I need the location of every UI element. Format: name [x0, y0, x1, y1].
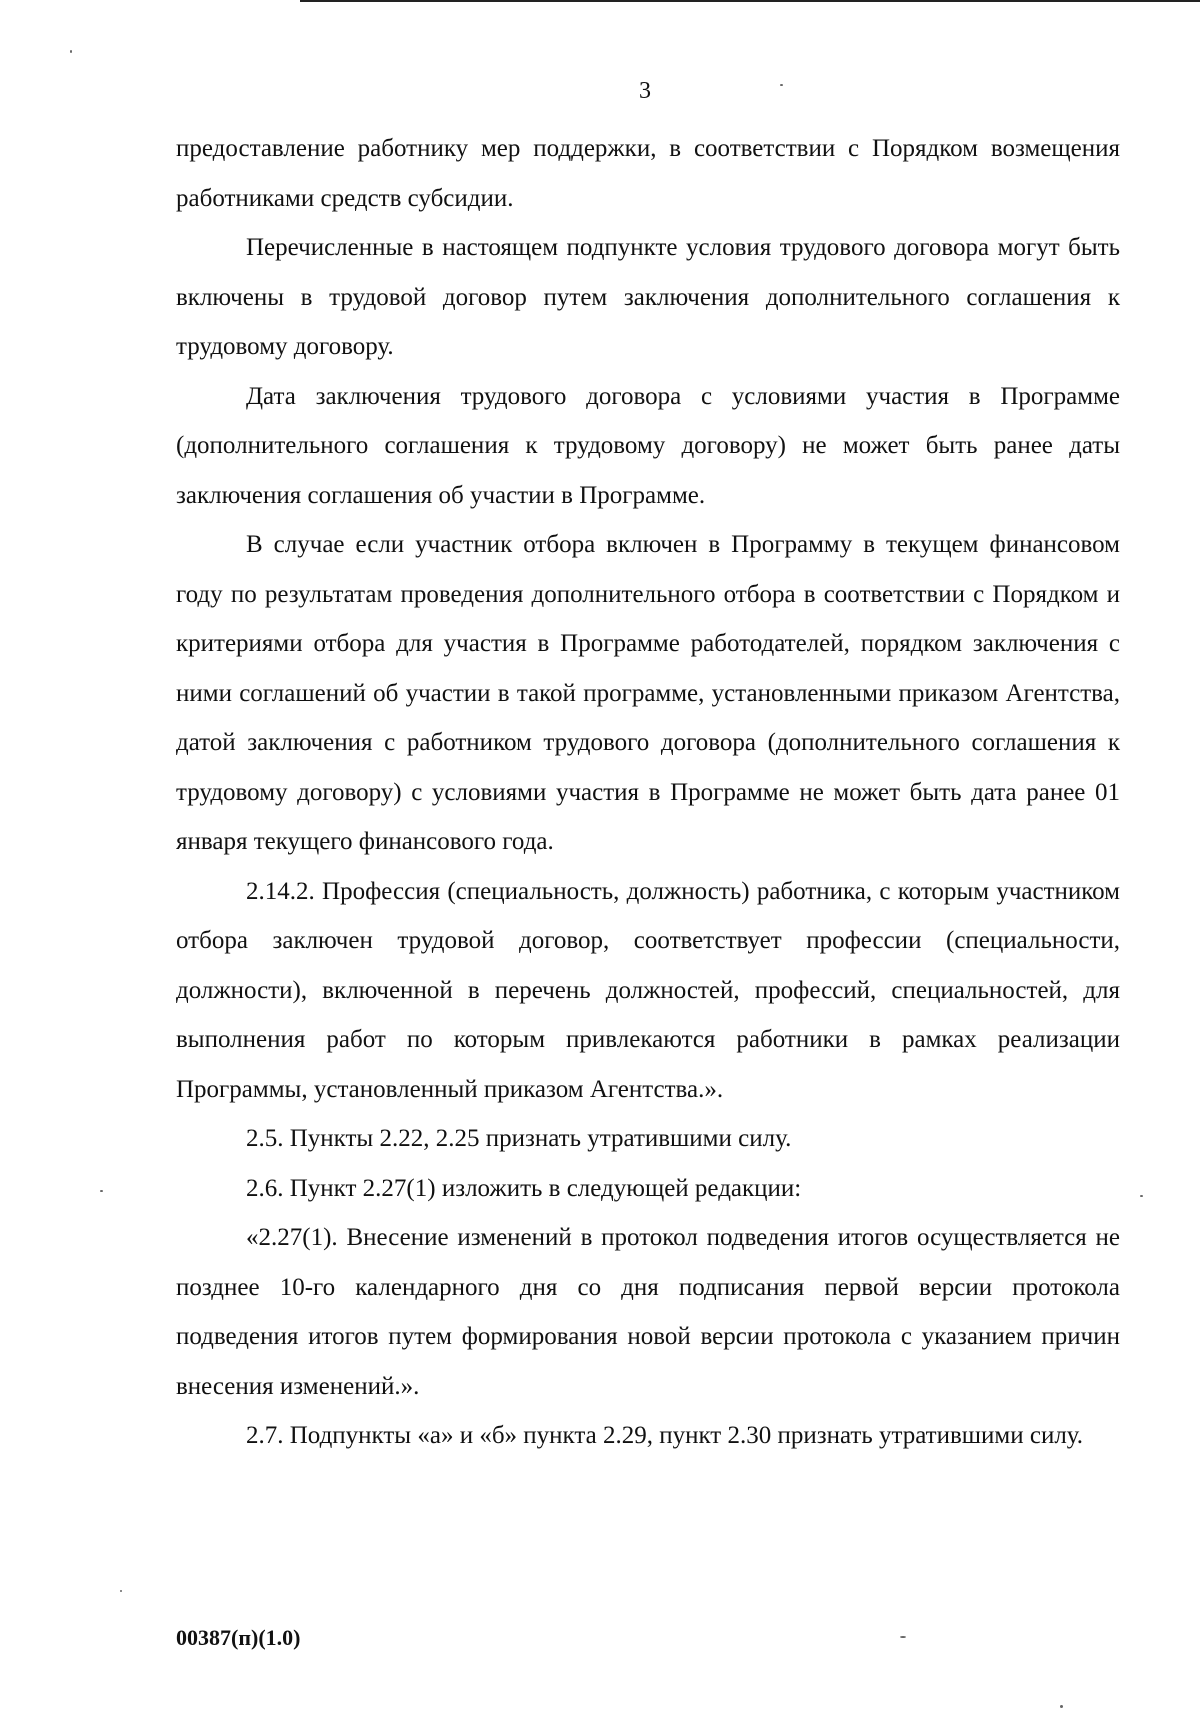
scan-top-border	[300, 0, 1200, 2]
paragraph-3: Дата заключения трудового договора с условиями участия в Программе (дополнительного соглашения к трудовому договору) не может быть ранее даты заключения соглашения об участии в Программе.	[176, 382, 1120, 509]
document-body	[176, 124, 1120, 1461]
paragraph-6: 2.5. Пункты 2.22, 2.25 признать утратившими силу.	[246, 1125, 792, 1152]
scan-speck	[780, 84, 783, 86]
document-code: 00387(п)(1.0)	[176, 1625, 301, 1650]
scan-speck	[70, 50, 72, 53]
paragraph-1: предоставление работнику мер поддержки, в соответствии с Порядком возмещения работниками средств субсидии.	[176, 135, 1120, 212]
paragraph-4: В случае если участник отбора включен в Программу в текущем финансовом году по результатам проведения дополнительного отбора в соответствии с Порядком и критериями отбора для участия в Программе работодателей, порядком заключения с ними соглашений об участии в такой программе, установленными приказом Агентства, датой заключения с работником трудового договора (дополнительного соглашения к трудовому договору) с условиями участия в Программе не может быть дата ранее 01 января текущего финансового года.	[176, 531, 1120, 855]
paragraph-5: 2.14.2. Профессия (специальность, должность) работника, с которым участником отбора заключен трудовой договор, соответствует профессии (специальности, должности), включенной в перечень должностей, профессий, специальностей, для выполнения работ по которым привлекаются работники в рамках реализации Программы, установленный приказом Агентства.».	[176, 877, 1120, 1103]
paragraph-8: «2.27(1). Внесение изменений в протокол подведения итогов осуществляется не позднее 10-го календарного дня со дня подписания первой версии протокола подведения итогов путем формирования новой версии протокола с указанием причин внесения изменений.».	[176, 1224, 1120, 1400]
scan-speck	[1140, 1195, 1143, 1197]
paragraph-7: 2.6. Пункт 2.27(1) изложить в следующей редакции:	[246, 1174, 802, 1202]
paragraph-2: Перечисленные в настоящем подпункте условия трудового договора могут быть включены в трудовой договор путем заключения дополнительного соглашения к трудовому договору.	[176, 234, 1120, 360]
paragraph-9: 2.7. Подпункты «а» и «б» пункта 2.29, пункт 2.30 признать утратившими силу.	[246, 1422, 1084, 1449]
scan-speck	[120, 1590, 122, 1592]
page-number: 3	[639, 78, 651, 104]
scan-speck	[1060, 1705, 1063, 1708]
scan-speck	[100, 1190, 103, 1192]
scan-speck	[900, 1636, 906, 1638]
